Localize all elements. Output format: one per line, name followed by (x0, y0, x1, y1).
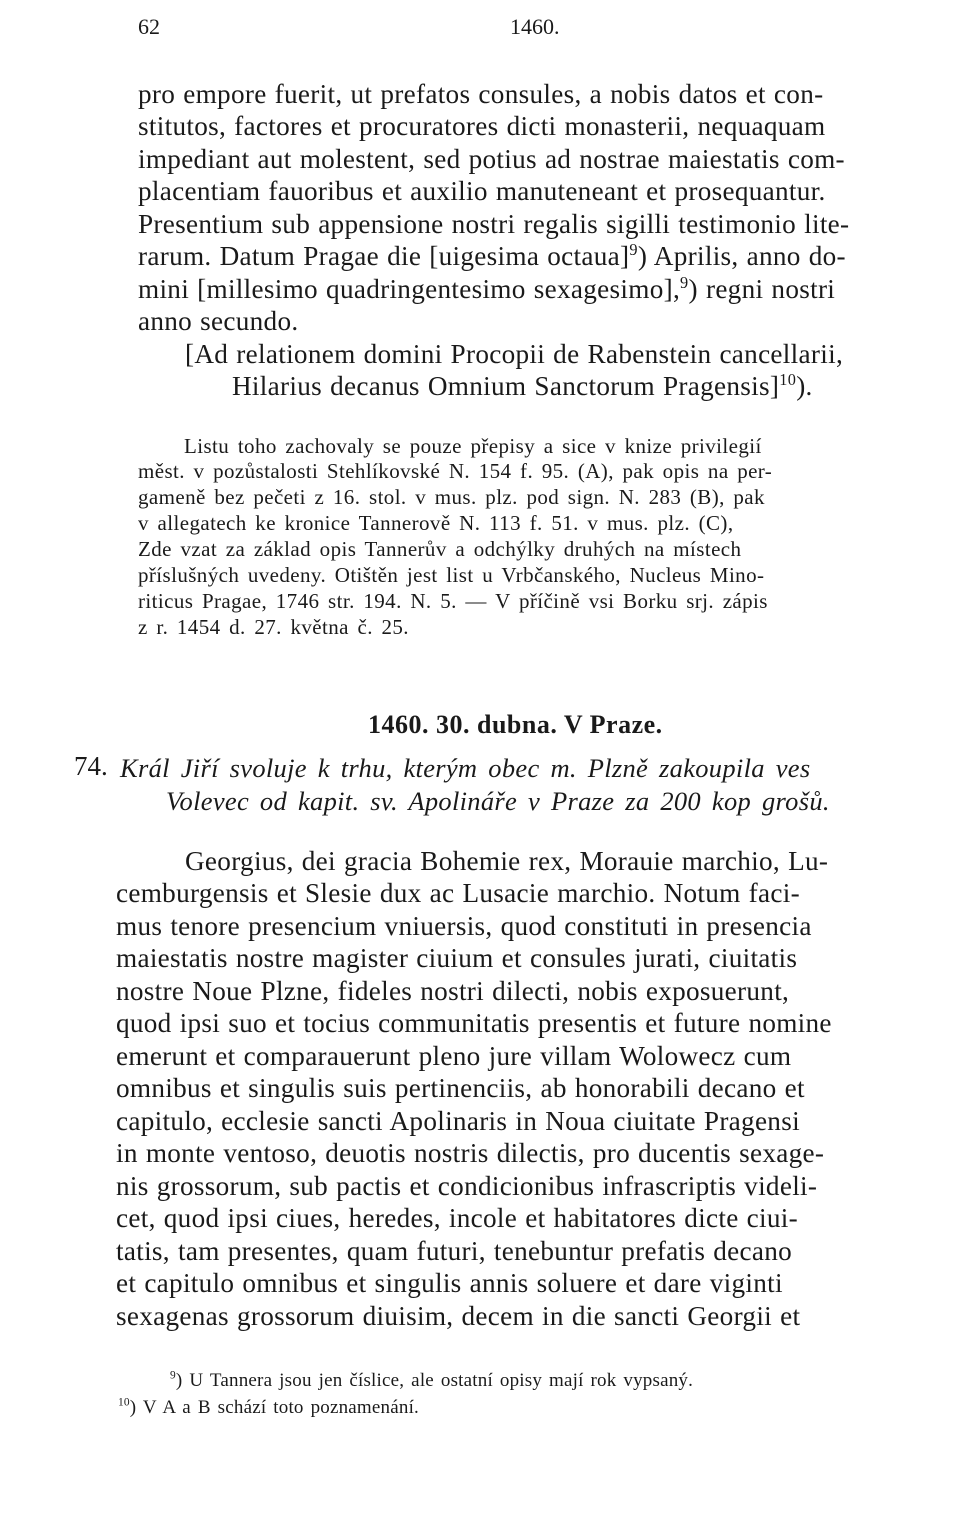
text-line: cet, quod ipsi ciues, heredes, incole et habitatores dicte ciui- (116, 1203, 798, 1233)
note-line: Zde vzat za základ opis Tannerův a odchýlky druhých na místech (138, 537, 742, 561)
date-heading: 1460. 30. dubna. V Praze. (368, 710, 663, 739)
text-line: emerunt et comparauerunt pleno jure villam Wolowecz cum (116, 1041, 792, 1071)
text-line: cemburgensis et Slesie dux ac Lusacie marchio. Notum faci- (116, 878, 800, 908)
note-line: měst. v pozůstalosti Stehlíkovské N. 154 f. 95. (A), pak opis na per- (138, 459, 773, 483)
text-line: [Ad relationem domini Procopii de Rabenstein cancellarii, (185, 339, 844, 369)
running-year: 1460. (510, 14, 560, 39)
note-line: riticus Pragae, 1746 str. 194. N. 5. — V příčině vsi Borku srj. zápis (138, 589, 768, 613)
text-line: stitutos, factores et procuratores dicti monasterii, nequaquam (138, 111, 826, 141)
text-line: Georgius, dei gracia Bohemie rex, Morauie marchio, Lu- (185, 846, 829, 876)
text-line: rarum. Datum Pragae die [uigesima octaua]$^9$) Aprilis, anno do- (138, 239, 846, 271)
footnote-ref: 9 (629, 239, 638, 259)
text-line: tatis, tam presentes, quam futuri, tenebuntur prefatis decano (116, 1236, 793, 1266)
page-number: 62 (138, 14, 160, 39)
text-line: anno secundo. (138, 306, 299, 336)
text-line: maiestatis nostre magister ciuium et consules jurati, ciuitatis (116, 943, 798, 973)
footnote-ref: 9 (680, 272, 689, 292)
note-line: Listu toho zachovaly se pouze přepisy a sice v knize privilegií (184, 434, 762, 458)
footnote-ref: 10 (779, 369, 797, 389)
text-line: Hilarius decanus Omnium Sanctorum Pragensis]$^{10}$). (232, 369, 813, 401)
text-line: nis grossorum, sub pactis et condicionibus infrascriptis videli- (116, 1171, 818, 1201)
running-header (138, 14, 900, 46)
note-line: gameně bez pečeti z 16. stol. v mus. plz. pod sign. N. 283 (B), pak (138, 485, 765, 509)
text-line: placentiam fauoribus et auxilio manuteneant et prosequantur. (138, 176, 826, 206)
text-line: capitulo, ecclesie sancti Apolinaris in Noua ciuitate Pragensi (116, 1106, 800, 1136)
text-line: mini [millesimo quadringentesimo sexagesimo],$^9$) regni nostri (138, 272, 836, 304)
regest-line: Král Jiří svoluje k trhu, kterým obec m. Plzně zakoupila ves (120, 753, 811, 783)
footnote: $^9$) U Tannera jsou jen číslice, ale ostatní opisy mají rok vypsaný. (170, 1369, 694, 1391)
entry-number: 74. (74, 751, 108, 781)
text-line: quod ipsi suo et tocius communitatis presentis et future nomine (116, 1008, 832, 1038)
text-line: pro empore fuerit, ut prefatos consules, a nobis datos et con- (138, 79, 824, 109)
text-line: et capitulo omnibus et singulis annis soluere et dare viginti (116, 1268, 783, 1298)
footnote: $^{10}$) V A a B schází toto poznamenání. (118, 1396, 420, 1418)
text-line: mus tenore presencium vniuersis, quod constituti in presencia (116, 911, 812, 941)
regest-line: Volevec od kapit. sv. Apolináře v Praze za 200 kop grošů. (166, 786, 830, 816)
text-line: Presentium sub appensione nostri regalis sigilli testimonio lite- (138, 209, 850, 239)
text-line: impediant aut molestent, sed potius ad nostrae maiestatis com- (138, 144, 845, 174)
text-line: omnibus et singulis suis pertinenciis, ab honorabili decano et (116, 1073, 805, 1103)
text-line: in monte ventoso, deuotis nostris dilectis, pro ducentis sexage- (116, 1138, 825, 1168)
text-line: nostre Noue Plzne, fideles nostri dilecti, nobis exposuerunt, (116, 976, 790, 1006)
note-line: příslušných uvedeny. Otištěn jest list u Vrbčanského, Nucleus Mino- (138, 563, 765, 587)
note-line: z r. 1454 d. 27. května č. 25. (138, 615, 409, 639)
text-line: sexagenas grossorum diuisim, decem in die sancti Georgii et (116, 1301, 801, 1331)
note-line: v allegatech ke kronice Tannerově N. 113 f. 51. v mus. plz. (C), (138, 511, 734, 535)
